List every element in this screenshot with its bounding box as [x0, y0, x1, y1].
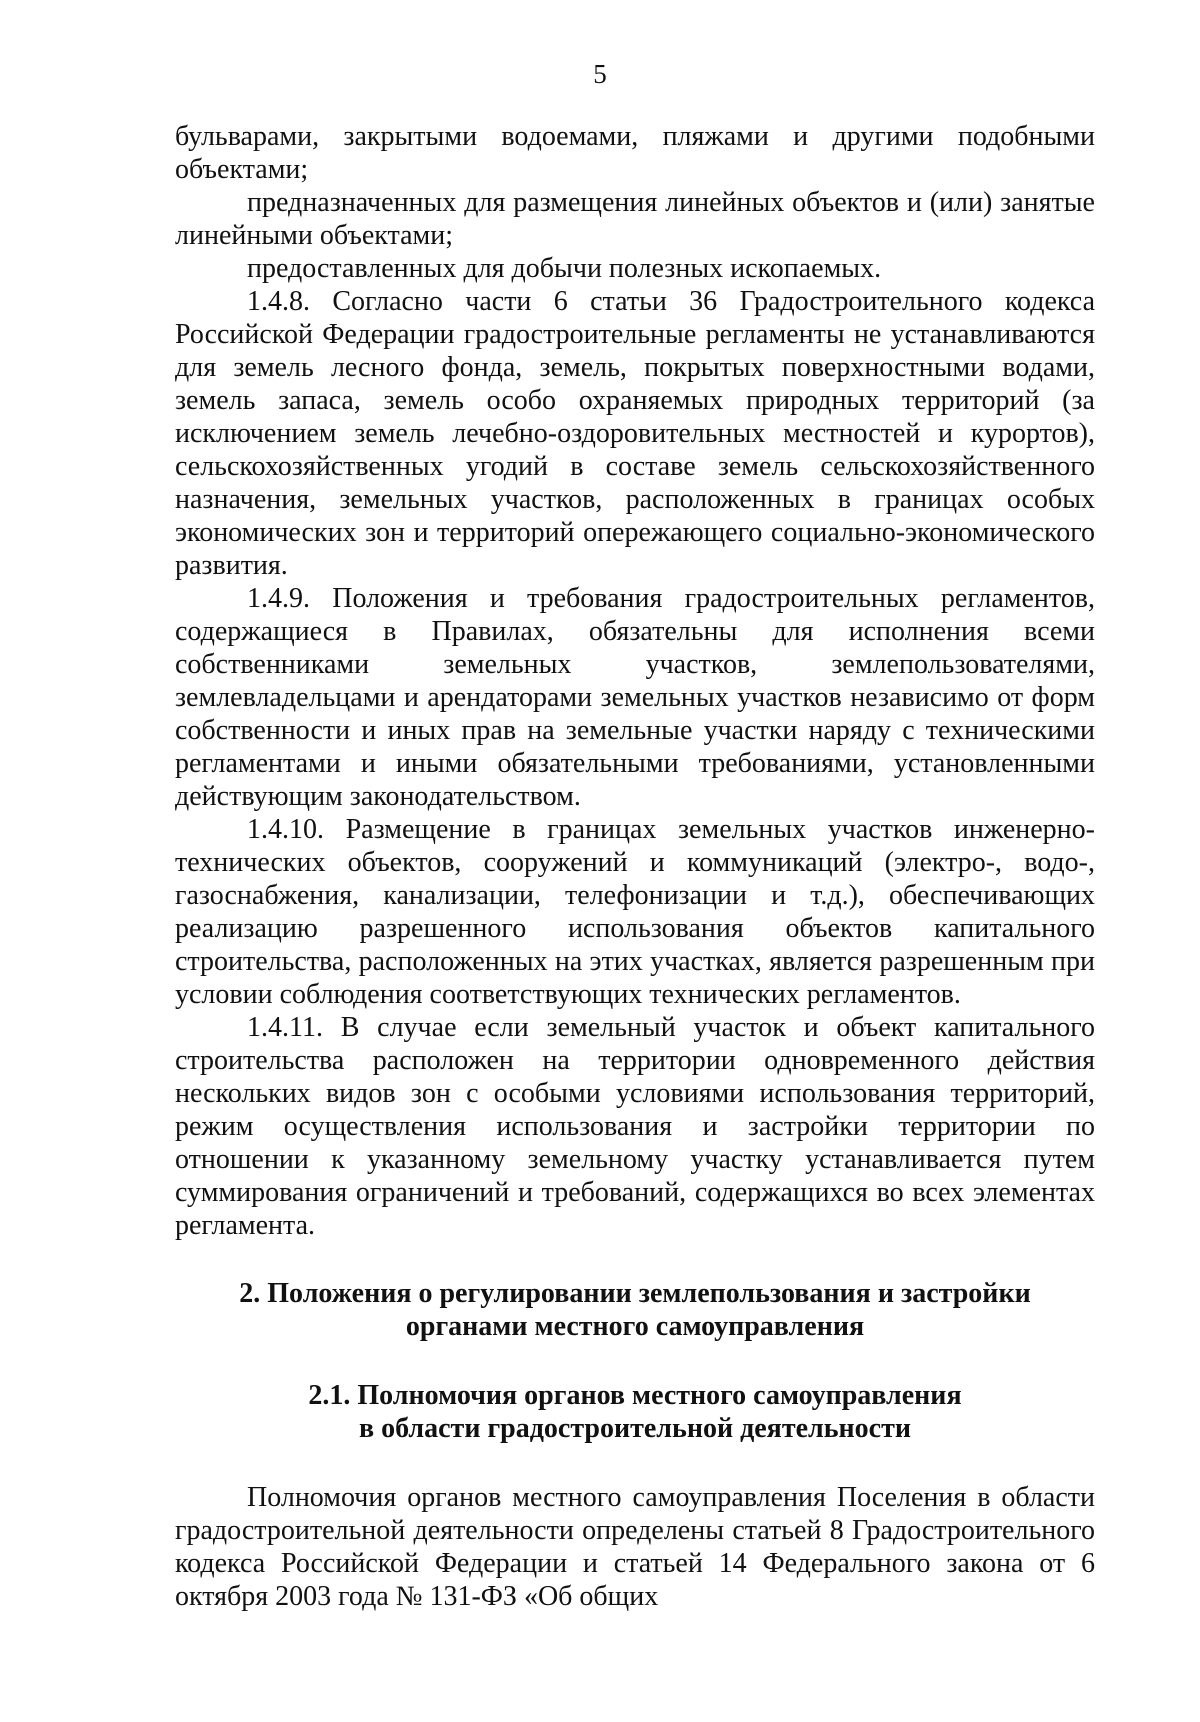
paragraph-continuation: бульварами, закрытыми водоемами, пляжами и другими подобными объектами;	[175, 121, 1095, 185]
paragraph-linear-objects: предназначенных для размещения линейных объектов и (или) занятые линейными объектами;	[175, 187, 1095, 251]
section-heading-line1: 2. Положения о регулировании землепользования и застройки	[239, 1278, 1031, 1309]
subsection-heading-line2: в области градостроительной деятельности	[359, 1413, 911, 1444]
paragraph-authority: Полномочия органов местного самоуправления Поселения в области градостроительной деятельности определены статьей 8 Градостроительного кодекса Российской Федерации и статьей 14 Федерального закона от 6 октября 2003 года № 131-ФЗ «Об общих	[175, 1482, 1095, 1612]
section-heading	[175, 1277, 1095, 1343]
paragraph-1-4-10: 1.4.10. Размещение в границах земельных участков инженерно-технических объектов, сооружений и коммуникаций (электро-, водо-, газоснабжения, канализации, телефонизации и т.д.), обеспечивающих реализацию разрешенного использования объектов капитального строительства, расположенных на этих участках, является разрешенным при условии соблюдения соответствующих технических регламентов.	[175, 814, 1095, 1010]
subsection-heading-line1: 2.1. Полномочия органов местного самоуправления	[308, 1380, 962, 1411]
paragraph-1-4-8: 1.4.8. Согласно части 6 статьи 36 Градостроительного кодекса Российской Федерации градостроительные регламенты не устанавливаются для земель лесного фонда, земель, покрытых поверхностными водами, земель запаса, земель особо охраняемых природных территорий (за исключением земель лечебно-оздоровительных местностей и курортов), сельскохозяйственных угодий в составе земель сельскохозяйственного назначения, земельных участков, расположенных в границах особых экономических зон и территорий опережающего социально-экономического развития.	[175, 286, 1095, 581]
paragraph-1-4-11: 1.4.11. В случае если земельный участок и объект капитального строительства расположен на территории одновременного действия нескольких видов зон с особыми условиями использования территорий, режим осуществления использования и застройки территории по отношении к указанному земельному участку устанавливается путем суммирования ограничений и требований, содержащихся во всех элементах регламента.	[175, 1012, 1095, 1241]
paragraph-mineral-extraction: предоставленных для добычи полезных ископаемых.	[247, 253, 882, 284]
document-body	[175, 120, 1095, 1613]
section-heading-line2: органами местного самоуправления	[405, 1311, 865, 1342]
page-number: 5	[593, 59, 607, 89]
subsection-heading	[175, 1379, 1095, 1445]
paragraph-1-4-9: 1.4.9. Положения и требования градостроительных регламентов, содержащиеся в Правилах, обязательны для исполнения всеми собственниками земельных участков, землепользователями, землевладельцами и арендаторами земельных участков независимо от форм собственности и иных прав на земельные участки наряду с техническими регламентами и иными обязательными требованиями, установленными действующим законодательством.	[175, 583, 1095, 812]
